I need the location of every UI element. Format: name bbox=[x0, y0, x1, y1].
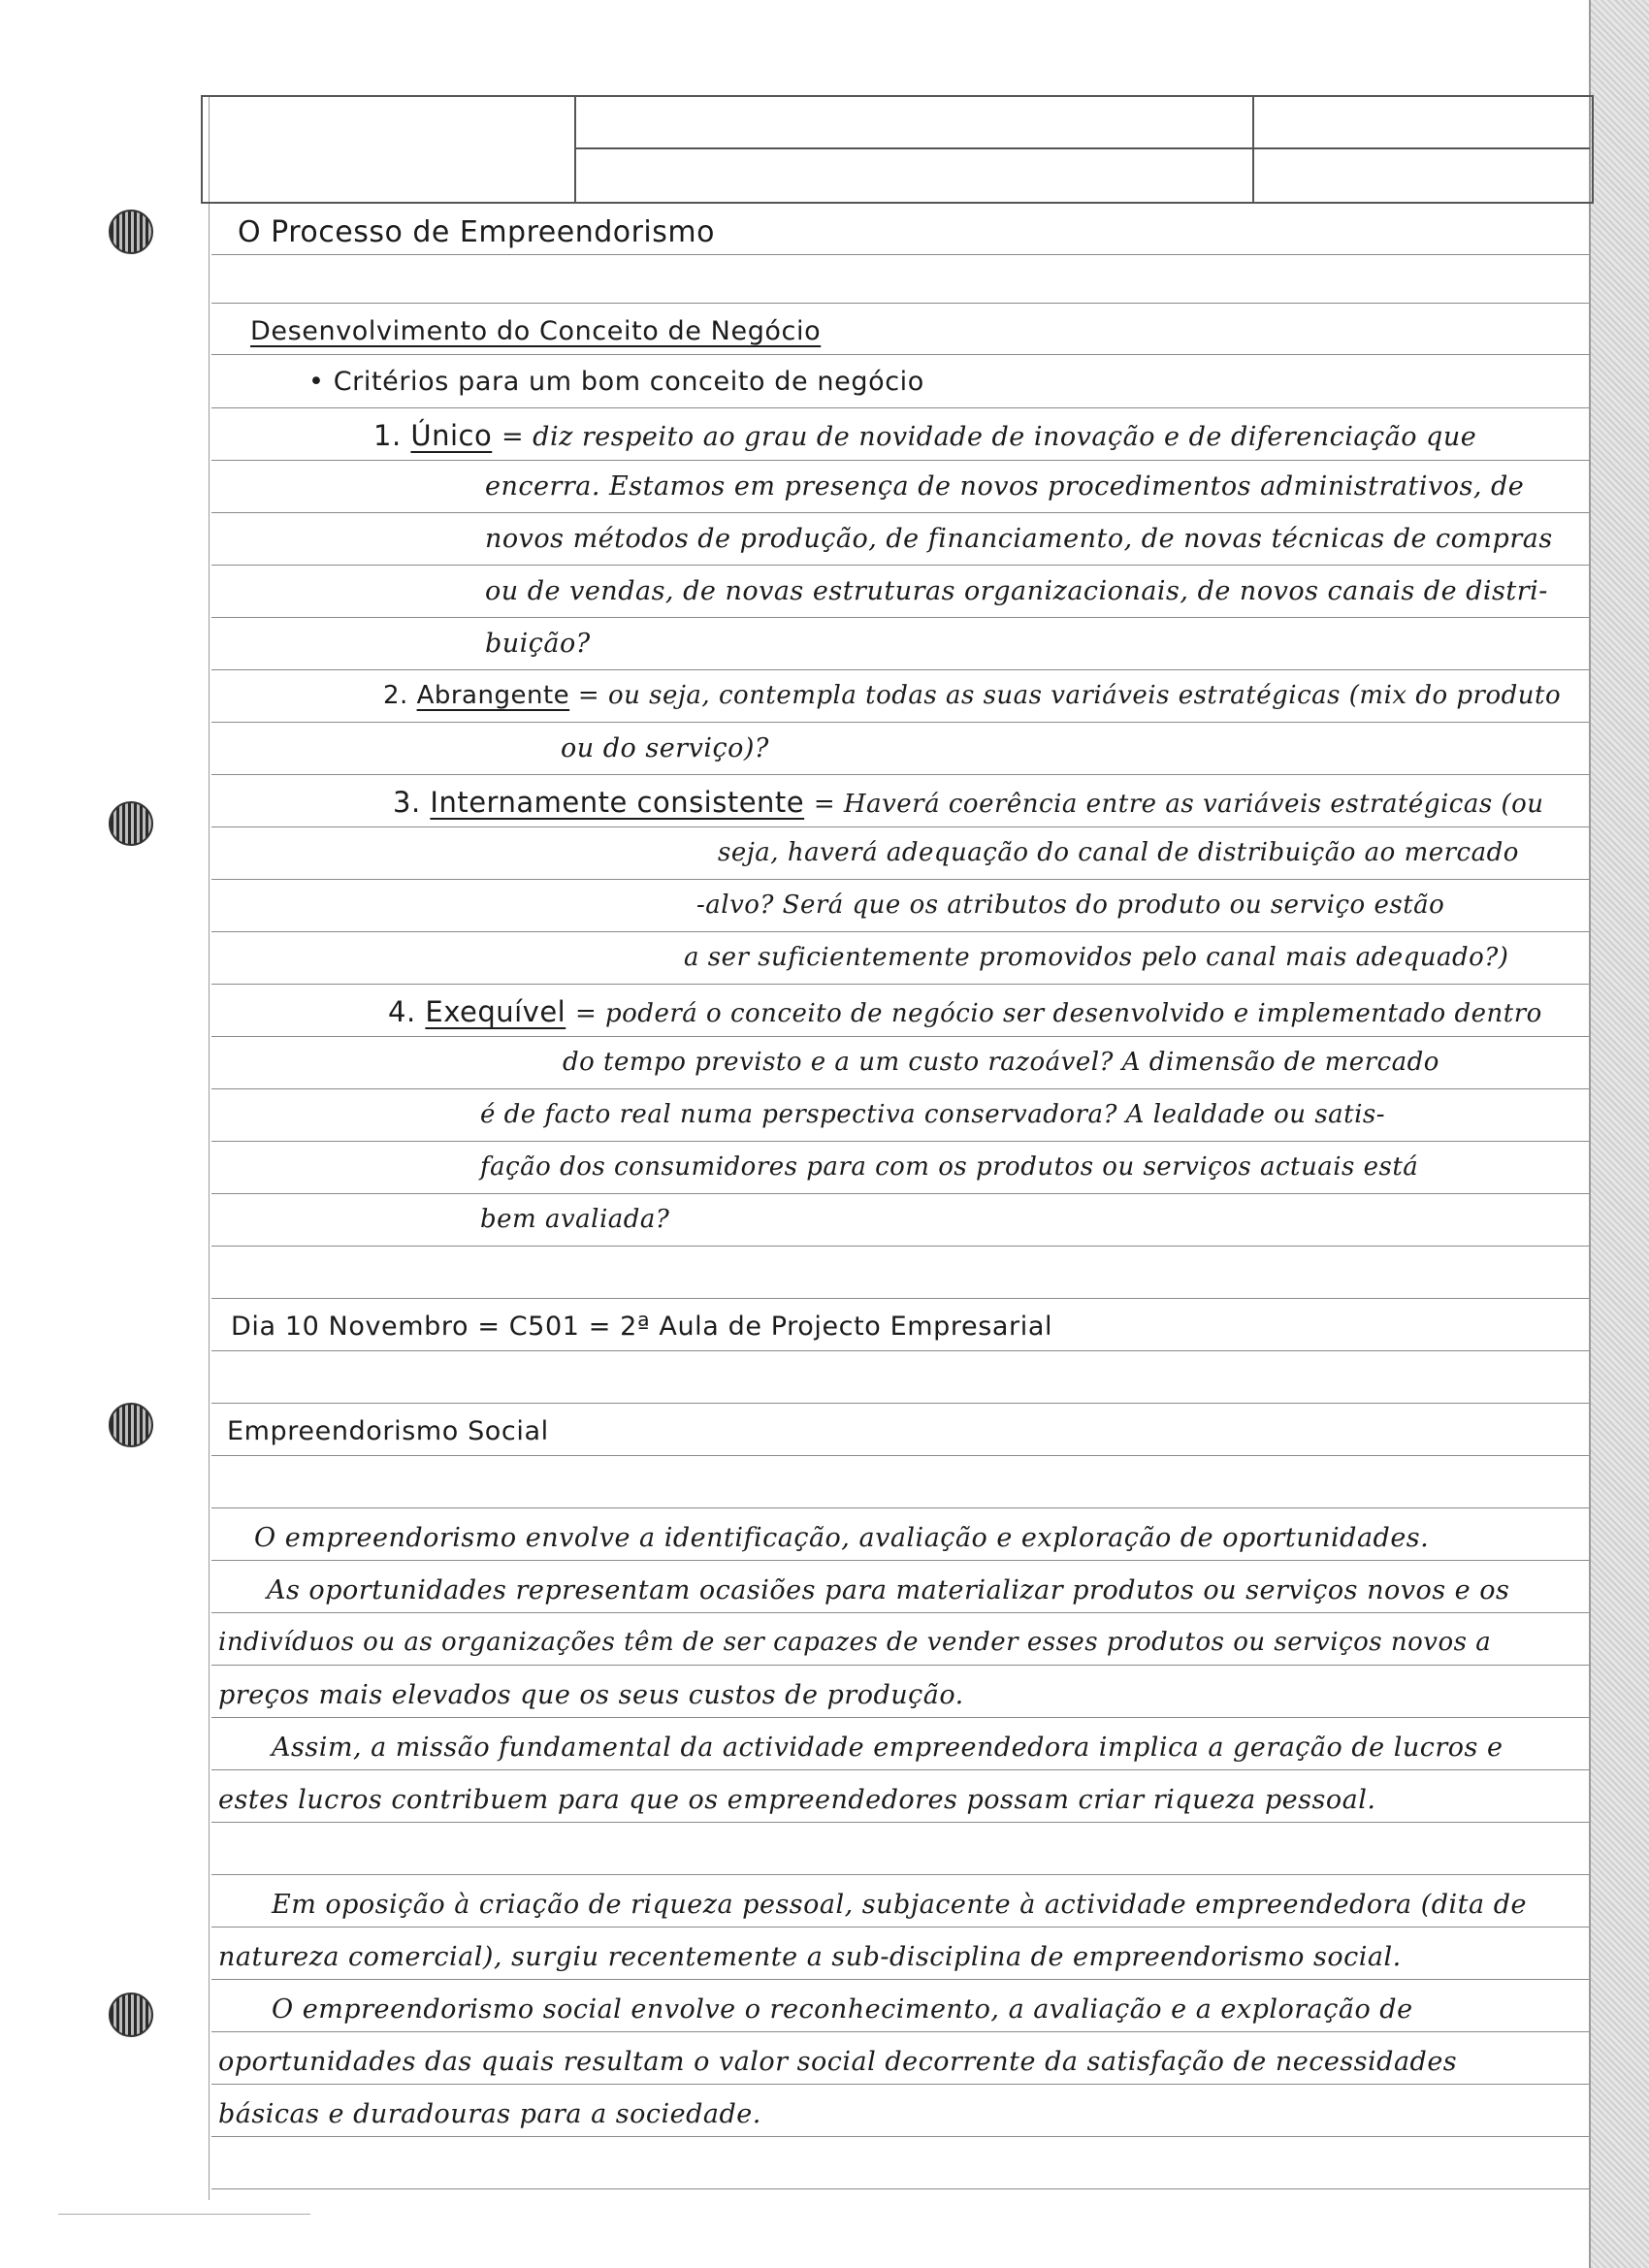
paragraph-line: oportunidades das quais resultam o valor social decorrente da satisfação de necessidades bbox=[218, 2047, 1458, 2077]
paragraph-line: estes lucros contribuem para que os empreendedores possam criar riqueza pessoal. bbox=[218, 1785, 1376, 1815]
criterion-term: Exequível bbox=[425, 995, 566, 1028]
ruled-line bbox=[211, 1298, 1589, 1299]
paragraph-line: natureza comercial), surgiu recentemente a sub-disciplina de empreendorismo social. bbox=[218, 1942, 1402, 1972]
ruled-line bbox=[211, 354, 1589, 355]
ruled-line bbox=[211, 1403, 1589, 1404]
ruled-line bbox=[211, 722, 1589, 723]
ruled-line bbox=[211, 1350, 1589, 1351]
concept-heading: Desenvolvimento do Conceito de Negócio bbox=[250, 316, 822, 346]
ruled-line bbox=[211, 565, 1589, 566]
ruled-line bbox=[211, 1665, 1589, 1666]
ruled-line bbox=[211, 1927, 1589, 1928]
ruled-line bbox=[211, 1822, 1589, 1823]
binder-hole-icon bbox=[109, 801, 153, 846]
paragraph-line: indivíduos ou as organizações têm de ser capazes de vender esses produtos ou serviços novos a bbox=[218, 1628, 1492, 1657]
header-box bbox=[201, 95, 1594, 204]
ruled-line bbox=[211, 1507, 1589, 1508]
header-divider-right bbox=[1252, 97, 1254, 202]
paragraph-line: O empreendorismo envolve a identificação, avaliação e exploração de oportunidades. bbox=[254, 1523, 1430, 1553]
criterion-line: = poderá o conceito de negócio ser desenvolvido e implementado dentro bbox=[574, 999, 1542, 1028]
criterion-term: Único bbox=[410, 419, 493, 452]
paragraph-line: Em oposição à criação de riqueza pessoal, subjacente à actividade empreendedora (dita de bbox=[272, 1890, 1527, 1920]
criterion-item bbox=[373, 419, 1476, 452]
ruled-line bbox=[211, 1193, 1589, 1194]
ruled-line bbox=[211, 1560, 1589, 1561]
criterion-line: ou de vendas, de novas estruturas organizacionais, de novos canais de distri- bbox=[485, 576, 1548, 606]
ruled-line bbox=[211, 774, 1589, 775]
criterion-number: 2. bbox=[383, 681, 408, 710]
paragraph-line: Assim, a missão fundamental da actividade empreendedora implica a geração de lucros e bbox=[272, 1733, 1504, 1763]
paragraph-line: O empreendorismo social envolve o reconhecimento, a avaliação e a exploração de bbox=[272, 1994, 1413, 2025]
ruled-line bbox=[211, 931, 1589, 932]
ruled-line bbox=[211, 1717, 1589, 1718]
criterion-line: é de facto real numa perspectiva conservadora? A lealdade ou satis- bbox=[480, 1100, 1386, 1129]
margin-line bbox=[209, 95, 210, 2200]
ruled-line bbox=[211, 826, 1589, 827]
criterion-line: = Haverá coerência entre as variáveis estratégicas (ou bbox=[813, 790, 1544, 819]
criterion-line: a ser suficientemente promovidos pelo canal mais adequado?) bbox=[684, 943, 1509, 972]
criterion-line: encerra. Estamos em presença de novos procedimentos administrativos, de bbox=[485, 471, 1525, 502]
ruled-line bbox=[211, 2084, 1589, 2085]
ruled-line bbox=[211, 1036, 1589, 1037]
binder-hole-icon bbox=[109, 210, 153, 254]
ruled-line bbox=[211, 1874, 1589, 1875]
page-edge-scan-strip bbox=[1589, 0, 1649, 2268]
paragraph-line: preços mais elevados que os seus custos de produção. bbox=[218, 1680, 964, 1710]
criterion-line: ou do serviço)? bbox=[561, 733, 769, 763]
ruled-line bbox=[211, 984, 1589, 985]
criterion-item bbox=[393, 786, 1544, 819]
header-divider-left bbox=[574, 97, 576, 202]
ruled-line bbox=[211, 2188, 1589, 2189]
ruled-line bbox=[211, 1088, 1589, 1089]
criterion-number: 1. bbox=[373, 419, 402, 452]
criterion-term: Abrangente bbox=[416, 681, 570, 710]
criteria-intro: • Critérios para um bom conceito de negócio bbox=[308, 367, 924, 397]
criterion-term: Internamente consistente bbox=[430, 786, 805, 819]
ruled-line bbox=[211, 669, 1589, 670]
ruled-line bbox=[211, 1246, 1589, 1247]
criterion-line: bem avaliada? bbox=[480, 1205, 670, 1234]
criterion-line: = diz respeito ao grau de novidade de inovação e de diferenciação que bbox=[501, 422, 1477, 452]
scan-artifact-line bbox=[58, 2214, 310, 2215]
ruled-line bbox=[211, 2031, 1589, 2032]
ruled-line bbox=[211, 1455, 1589, 1456]
binder-hole-icon bbox=[109, 1403, 153, 1447]
ruled-line bbox=[211, 303, 1589, 304]
criterion-line: novos métodos de produção, de financiamento, de novas técnicas de compras bbox=[485, 524, 1553, 554]
ruled-line bbox=[211, 1141, 1589, 1142]
ruled-line bbox=[211, 407, 1589, 408]
ruled-line bbox=[211, 512, 1589, 513]
binder-hole-icon bbox=[109, 1993, 153, 2037]
ruled-line bbox=[211, 460, 1589, 461]
criterion-number: 4. bbox=[388, 995, 416, 1028]
criterion-item bbox=[388, 995, 1542, 1028]
class-note: Dia 10 Novembro = C501 = 2ª Aula de Projecto Empresarial bbox=[231, 1312, 1053, 1342]
ruled-line bbox=[211, 254, 1589, 255]
paragraph-line: básicas e duradouras para a sociedade. bbox=[218, 2099, 761, 2129]
ruled-line bbox=[211, 617, 1589, 618]
ruled-line bbox=[211, 1769, 1589, 1770]
ruled-line bbox=[211, 879, 1589, 880]
criterion-item bbox=[383, 681, 1561, 710]
paragraph-line: As oportunidades representam ocasiões para materializar produtos ou serviços novos e os bbox=[267, 1575, 1510, 1605]
ruled-line bbox=[211, 1612, 1589, 1613]
social-heading: Empreendorismo Social bbox=[227, 1416, 549, 1446]
criterion-line: buição? bbox=[485, 629, 591, 659]
ruled-line bbox=[211, 1979, 1589, 1980]
criterion-line: = ou seja, contempla todas as suas variáveis estratégicas (mix do produto bbox=[577, 681, 1562, 710]
criterion-line: -alvo? Será que os atributos do produto ou serviço estão bbox=[696, 891, 1445, 920]
criterion-line: fação dos consumidores para com os produtos ou serviços actuais está bbox=[480, 1152, 1419, 1182]
process-title: O Processo de Empreendorismo bbox=[238, 215, 715, 249]
criterion-line: seja, haverá adequação do canal de distribuição ao mercado bbox=[718, 838, 1519, 867]
criterion-number: 3. bbox=[393, 786, 421, 819]
ruled-line bbox=[211, 2136, 1589, 2137]
header-divider-horizontal bbox=[574, 147, 1590, 149]
criterion-line: do tempo previsto e a um custo razoável? A dimensão de mercado bbox=[563, 1048, 1439, 1077]
